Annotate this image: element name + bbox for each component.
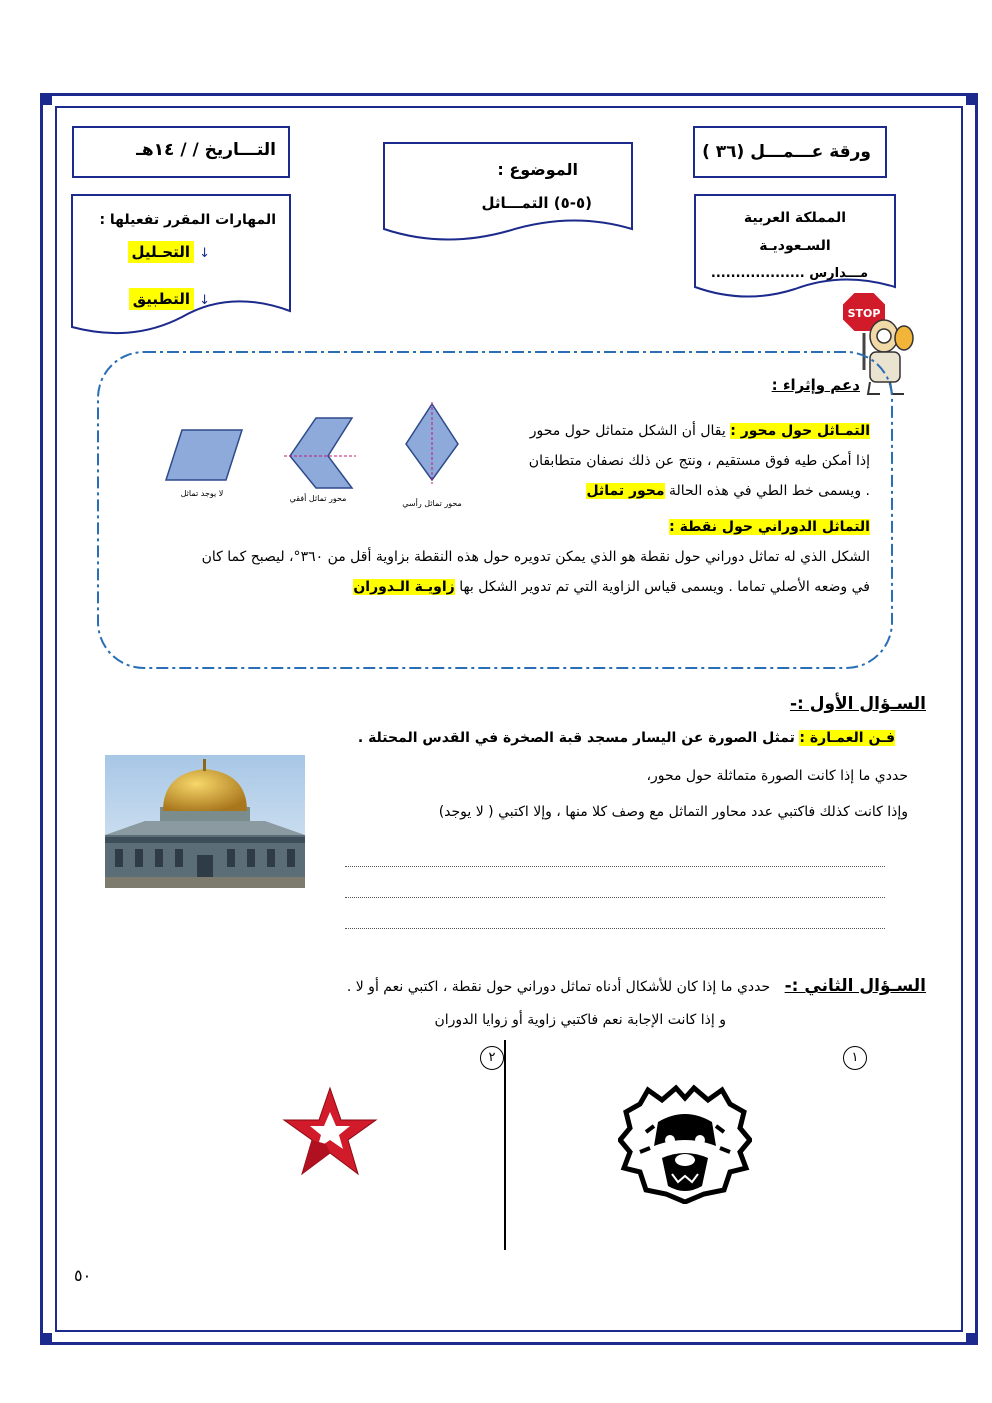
figure-number-1: ١ [843, 1046, 867, 1070]
rotation-angle-term: زاويـة الـدوران [353, 579, 455, 595]
q1-term: فـن العمـارة : [799, 730, 895, 746]
q1-line-1 [330, 730, 895, 746]
chevron-shape [290, 418, 352, 488]
kingdom-line-2: السـعوديـة [759, 238, 831, 254]
definition-rotation-line-1: الشكل الذي له تماثل دوراني حول نقطة هو الذي يمكن تدويره حول هذه النقطة بزاوية أقل من ٣٦٠°، ليصبح كما كان [201, 549, 870, 565]
q1-line-2: حددي ما إذا كانت الصورة متماثلة حول محور، [646, 768, 908, 784]
q1-title: السـؤال الأول :- [789, 694, 926, 714]
answer-line[interactable] [345, 866, 885, 867]
red-star-icon [282, 1086, 378, 1178]
definition-rotation-term: التماثل الدوراني حول نقطة : [669, 519, 870, 535]
q1-line-3: وإذا كانت كذلك فاكتبي عدد محاور التماثل مع وصف كلا منها ، وإلا اكتبي ( لا يوجد) [438, 804, 908, 820]
arrow-icon: ↓ [199, 246, 210, 261]
column-divider [504, 1040, 506, 1250]
topic-label: الموضوع : [497, 160, 578, 179]
frame-corner [966, 93, 978, 105]
answer-line[interactable] [345, 897, 885, 898]
definition-rotation-line-2: في وضعه الأصلي تماما . ويسمى قياس الزاوية التي تم تدوير الشكل بها [459, 579, 870, 595]
skill-2-label: التطبيق [129, 288, 194, 310]
page-number: ٥٠ [74, 1266, 92, 1285]
definition-axis-term: التمـاثل حول محور : [730, 423, 870, 439]
arrow-icon: ↓ [199, 293, 210, 308]
symmetry-examples [160, 400, 480, 512]
topic-value: (٥-٥) التمـــاثل [481, 194, 592, 212]
worksheet-box [693, 126, 887, 178]
definition-rotation [120, 512, 870, 602]
frame-corner [40, 1333, 52, 1345]
answer-line[interactable] [345, 928, 885, 929]
q2-line-1 [270, 976, 926, 996]
bear-head-icon [618, 1082, 752, 1204]
school-name: مـــدارس ................... [710, 266, 868, 281]
q2-line-2: و إذا كانت الإجابة نعم فاكتبي زاوية أو زوايا الدوران [434, 1012, 726, 1028]
definition-axis-line-2: إذا أمكن طيه فوق مستقيم ، ونتج عن ذلك نصفان متطابقان [528, 453, 870, 469]
dome-of-the-rock-image [105, 755, 305, 888]
shape-label-none: لا يوجد تماثل [180, 489, 224, 498]
q2-title: السـؤال الثاني :- [784, 976, 926, 996]
skill-item [110, 289, 210, 308]
figure-number-2: ٢ [480, 1046, 504, 1070]
topic-banner [382, 141, 634, 243]
q1-line-1-text: تمثل الصورة عن اليسار مسجد قبة الصخرة في القدس المحتلة . [357, 730, 795, 746]
kingdom-line-1: المملكة العربية [743, 210, 847, 226]
definition-axis-line-3: . ويسمى خط الطي في هذه الحالة [669, 483, 870, 499]
skill-item [110, 242, 210, 261]
date-box [72, 126, 290, 178]
support-title: دعم وإثراء : [771, 376, 860, 394]
frame-corner [966, 1333, 978, 1345]
axis-of-symmetry-term: محور تماثل [586, 483, 665, 499]
worksheet-number: ورقة عـــمـــل (٣٦ ) [702, 142, 871, 162]
definition-axis-line-1: يقال أن الشكل متماثل حول محور [529, 423, 726, 439]
skill-1-label: التحـليل [128, 241, 194, 263]
parallelogram-shape [166, 430, 242, 480]
shape-label-vertical: محور تماثل رأسي [402, 499, 462, 508]
definition-axis [480, 416, 870, 506]
stop-label: STOP [847, 307, 881, 320]
date-label: التـــاريخ / / ١٤هـ [136, 140, 276, 160]
frame-corner [40, 93, 52, 105]
q2-line-1-text: حددي ما إذا كان للأشكال أدناه تماثل دوراني حول نقطة ، اكتبي نعم أو لا . [346, 979, 771, 995]
skills-title: المهارات المقرر تفعيلها : [99, 212, 276, 228]
shape-label-horizontal: محور تماثل أفقي [289, 494, 347, 503]
